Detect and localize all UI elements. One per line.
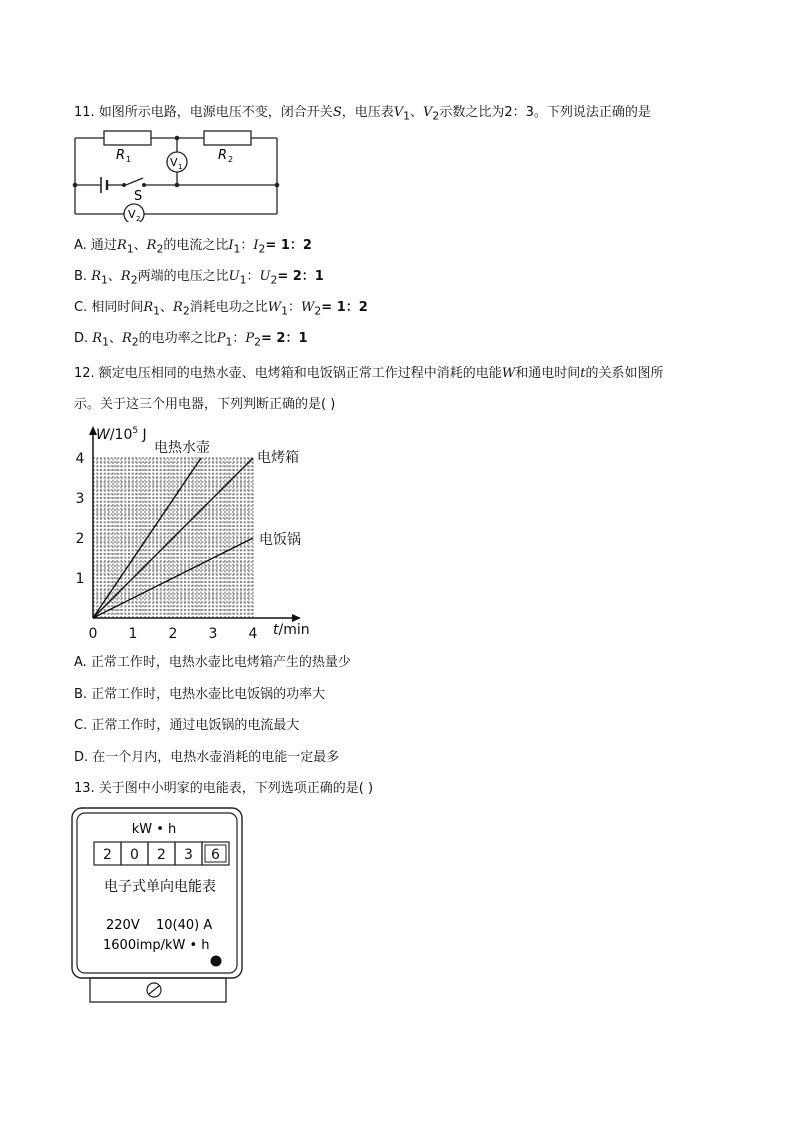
series-label-2: 电烤箱 [257, 450, 299, 466]
resistor-r1 [104, 131, 151, 145]
svg-text:2: 2 [228, 155, 234, 164]
x-tick-label: 1 [128, 626, 138, 640]
series-label-3: 电饭锅 [259, 532, 301, 548]
q11-circuit-diagram [70, 128, 284, 222]
y-tick-label: 1 [75, 571, 85, 587]
meter-title: 电子式单向电能表 [104, 879, 216, 895]
q13-stem: 13. 关于图中小明家的电能表，下列选项正确的是( ) [74, 781, 374, 796]
q12-option-d[interactable]: D. 在一个月内，电热水壶消耗的电能一定最多 [74, 750, 340, 765]
y-tick-label: 2 [75, 531, 85, 547]
q12-energy-time-chart [70, 422, 315, 640]
q12-stem-line1: 12. 额定电压相同的电热水壶、电烤箱和电饭锅正常工作过程中消耗的电能W和通电时间t的关系如图所 [74, 366, 664, 381]
q12-option-a[interactable]: A. 正常工作时，电热水壶比电烤箱产生的热量少 [74, 655, 351, 670]
q11-option-b[interactable]: B. $R_1$、$R_2$两端的电压之比$U_1$：$U_2= 2$：1 [74, 269, 324, 287]
x-axis-label: t/min [273, 622, 310, 638]
meter-voltage: 220V [106, 918, 140, 933]
q11-option-d[interactable]: D. $R_1$、$R_2$的电功率之比$P_1$：$P_2= 2$：1 [74, 331, 308, 349]
svg-text:R: R [218, 148, 228, 163]
y-axis-label: $W/10^5$ J [96, 426, 147, 443]
svg-text:1: 1 [126, 155, 132, 164]
x-axis-arrow-icon [292, 614, 301, 622]
svg-text:V: V [170, 156, 178, 169]
x-tick-label: 0 [88, 626, 98, 640]
meter-digit: 2 [157, 847, 166, 863]
meter-digit: 0 [130, 847, 139, 863]
x-tick-label: 2 [168, 626, 178, 640]
y-tick-label: 4 [75, 451, 85, 467]
q11-option-c[interactable]: C. 相同时间$R_1$、$R_2$消耗电功之比$W_1$：$W_2= 1$：2 [74, 300, 368, 318]
svg-text:V: V [128, 208, 136, 221]
meter-digit: 3 [184, 847, 193, 863]
x-tick-label: 3 [208, 626, 218, 640]
indicator-light-icon [211, 956, 222, 967]
switch-s-icon [126, 178, 143, 185]
svg-text:2: 2 [136, 215, 141, 222]
q11-option-a[interactable]: A. 通过$R_1$、$R_2$的电流之比$I_1$：$I_2= 1$：2 [74, 238, 312, 256]
svg-text:R: R [116, 148, 126, 163]
meter-digit: 6 [211, 847, 220, 863]
q12-stem-line2: 示。关于这三个用电器，下列判断正确的是( ) [74, 397, 336, 412]
series-label-1: 电热水壶 [154, 440, 210, 456]
meter-digit: 2 [103, 847, 112, 863]
svg-text:S: S [134, 189, 143, 204]
meter-constant: 1600imp/kW • h [103, 938, 210, 953]
x-tick-label: 4 [248, 626, 258, 640]
q12-option-c[interactable]: C. 正常工作时，通过电饭锅的电流最大 [74, 718, 300, 733]
meter-current: 10(40) A [156, 918, 213, 933]
q13-electric-meter [70, 806, 246, 1006]
q12-option-b[interactable]: B. 正常工作时，电热水壶比电饭锅的功率大 [74, 687, 326, 702]
svg-text:1: 1 [178, 163, 183, 171]
series-line-2 [93, 458, 253, 618]
q11-stem: 11. 如图所示电路，电源电压不变，闭合开关S，电压表$V_1$、$V_2$示数之比为2：3。下列说法正确的是 [74, 105, 651, 123]
meter-unit-label: kW • h [131, 822, 177, 837]
resistor-r2 [204, 131, 251, 145]
y-tick-label: 3 [75, 491, 85, 507]
